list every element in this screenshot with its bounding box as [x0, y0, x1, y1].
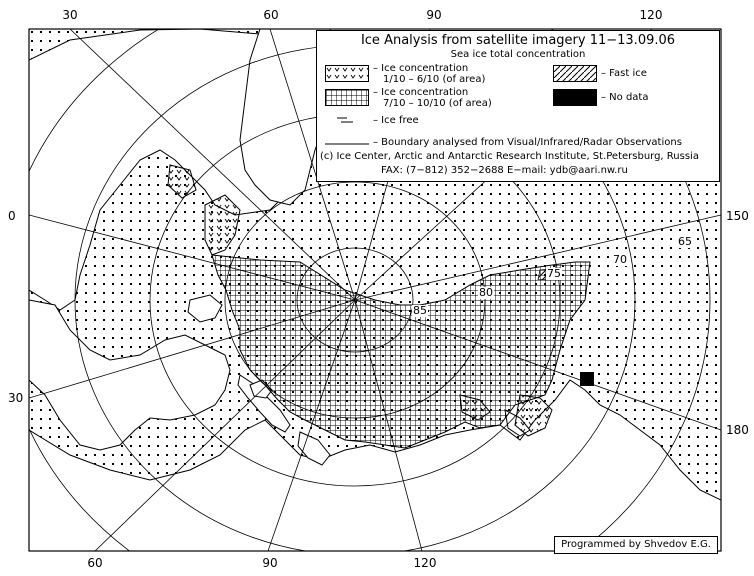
- legend-subtitle: Sea ice total concentration: [450, 49, 586, 60]
- latitude-label: 75: [547, 267, 561, 280]
- legend-title: Ice Analysis from satellite imagery 11−13.09.06: [360, 33, 676, 48]
- legend-boundary-label: – Boundary analysed from Visual/Infrared/Radar Observations: [373, 137, 682, 148]
- ice-free-symbol: [335, 115, 355, 125]
- legend-copyright: (c) Ice Center, Arctic and Antarctic Research Institute, St.Petersburg, Russia: [320, 151, 699, 162]
- longitude-tick-top: 120: [639, 8, 663, 22]
- longitude-tick-top: 30: [62, 8, 78, 22]
- programmer-credit: Programmed by Shvedov E.G.: [554, 536, 718, 554]
- longitude-tick-bottom: 60: [87, 556, 103, 570]
- longitude-tick-right: 180: [726, 423, 749, 437]
- latitude-label: 65: [678, 235, 692, 248]
- latitude-label: 85: [413, 304, 427, 317]
- legend-high-concentration-label: – Ice concentration: [373, 87, 469, 98]
- fast-ice-swatch: [553, 65, 597, 82]
- latitude-label: 70: [613, 253, 627, 266]
- legend-high-concentration-range: 7/10 – 10/10 (of area): [383, 98, 492, 109]
- legend-low-concentration-range: 1/10 – 6/10 (of area): [383, 74, 486, 85]
- longitude-tick-top: 60: [263, 8, 279, 22]
- boundary-line-symbol: [325, 142, 369, 146]
- no-data-swatch: [553, 89, 597, 106]
- low-concentration-swatch: [325, 65, 369, 82]
- legend-fast-ice-label: – Fast ice: [601, 68, 647, 79]
- longitude-tick-bottom: 90: [262, 556, 278, 570]
- longitude-tick-right: 150: [726, 209, 749, 223]
- legend-contact: FAX: (7−812) 352−2688 E−mail: ydb@aari.nw.ru: [381, 165, 628, 176]
- legend-box: [316, 30, 720, 182]
- longitude-tick-left: 0: [8, 209, 16, 223]
- latitude-label: 80: [479, 286, 493, 299]
- legend-no-data-label: – No data: [601, 92, 649, 103]
- longitude-tick-top: 90: [426, 8, 442, 22]
- legend-low-concentration-label: – Ice concentration: [373, 63, 469, 74]
- longitude-tick-bottom: 120: [413, 556, 437, 570]
- longitude-tick-left: 30: [8, 391, 24, 405]
- high-concentration-swatch: [325, 89, 369, 106]
- legend-ice-free-label: – Ice free: [373, 115, 419, 126]
